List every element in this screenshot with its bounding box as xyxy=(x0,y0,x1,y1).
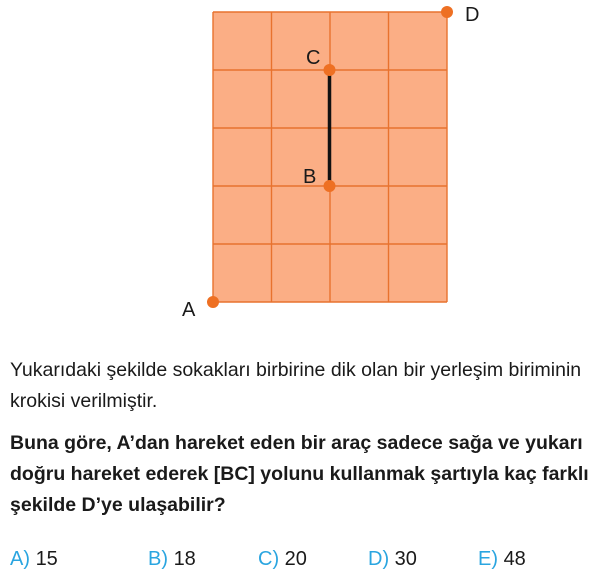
point-b-label: B xyxy=(303,166,317,188)
option-b[interactable] xyxy=(148,548,196,571)
option-d[interactable] xyxy=(368,548,417,571)
option-d-value: 30 xyxy=(394,548,417,570)
option-a-value: 15 xyxy=(35,548,58,570)
option-c-letter: C) xyxy=(258,548,280,570)
option-e-letter: E) xyxy=(478,548,498,570)
option-b-letter: B) xyxy=(148,548,168,570)
option-b-value: 18 xyxy=(173,548,196,570)
answer-options xyxy=(0,548,611,578)
option-a[interactable] xyxy=(10,548,58,571)
point-b-marker xyxy=(324,180,336,192)
point-a-marker xyxy=(207,296,219,308)
intro-text: Yukarıdaki şekilde sokakları birbirine dik olan bir yerleşim biriminin krokisi verilmiştir. xyxy=(10,359,582,412)
option-c-value: 20 xyxy=(284,548,307,570)
option-e-value: 48 xyxy=(503,548,526,570)
point-d-label: D xyxy=(465,4,480,26)
point-a-label: A xyxy=(182,299,196,321)
option-d-letter: D) xyxy=(368,548,390,570)
option-e[interactable] xyxy=(478,548,526,571)
point-c-label: C xyxy=(306,47,321,69)
option-a-letter: A) xyxy=(10,548,30,570)
point-c-marker xyxy=(324,64,336,76)
question-text: Buna göre, A’dan hareket eden bir araç sadece sağa ve yukarı doğru hareket ederek [BC] yolunu kullanmak şartıyla kaç farklı şekilde D’ye ulaşabilir? xyxy=(10,432,589,516)
point-d-marker xyxy=(441,6,453,18)
option-c[interactable] xyxy=(258,548,307,571)
